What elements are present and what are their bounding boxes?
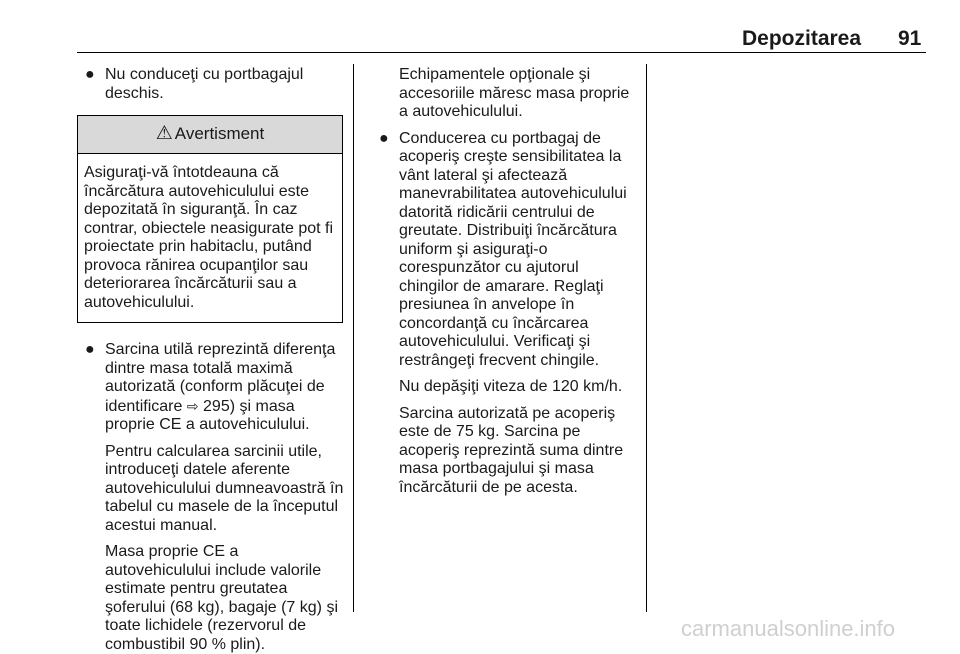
bullet-dot: ● — [85, 341, 95, 358]
bullet-dot: ● — [379, 129, 389, 147]
paragraph: Echipamentele opţionale şi accesoriile măresc masa proprie a autovehiculului. — [399, 66, 630, 120]
warning-text: Asiguraţi-vă întotdeauna că încărcătura autovehiculului este depozitată în siguranţă. În caz contrar, obiectele neasigurate pot fi proiectate prin habitaclu, putând provoca rănirea ocupanţilor sau deteriorarea încărcăturii sau a autovehiculului. — [84, 164, 334, 311]
paragraph: Pentru calcularea sarcinii utile, introduceţi datele aferente autovehiculului dumneavoastră în tabelul cu masele de la începutul acestui manual. — [105, 442, 344, 534]
watermark: carmanualsonline.info — [681, 616, 896, 641]
bullet-item — [77, 66, 345, 103]
bullet-item — [77, 341, 345, 654]
column-2 — [371, 66, 639, 497]
bullet-dot: ● — [85, 66, 95, 83]
bullet-text: Conducerea cu portbagaj de acoperiş creşte sensibilitatea la vânt lateral şi afectează manevrabilitatea autovehiculului datorită ridicării centrului de greutate. Distribuiţi încărcătura uniform şi asiguraţi-o corespunzător cu ajutorul chingilor de amarare. Reglaţi presiunea în anvelope în concordanţă cu încărcarea autovehiculului. Verificaţi şi restrângeţi frecvent chingile. — [399, 129, 627, 369]
paragraph: Sarcina autorizată pe acoperiş este de 75 kg. Sarcina pe acoperiş reprezintă suma dintre masa portbagajului şi masa încărcăturii de pe acesta. — [399, 404, 624, 496]
bullet-text-part2: 295) şi masa proprie CE a autovehiculului. — [105, 397, 310, 433]
paragraph: Nu depăşiţi viteza de 120 km/h. — [399, 378, 623, 395]
page-number: 91 — [898, 27, 922, 50]
bullet-text: Nu conduceţi cu portbagajul deschis. — [105, 66, 304, 102]
warning-box — [77, 115, 343, 323]
page-reference-arrow-icon: ⇨ — [186, 397, 199, 414]
paragraph: Masa proprie CE a autovehiculului include valorile estimate pentru greutatea şoferului (68 kg), bagaje (7 kg) şi toate lichidele (rezervorul de combustibil 90 % plin). — [105, 543, 338, 653]
warning-header — [78, 116, 342, 154]
column-divider-right — [646, 64, 647, 612]
bullet-text-part1: Sarcina utilă reprezintă diferenţa dintre masa totală maximă autorizată (conform plăcuţei de identificare — [105, 341, 336, 415]
warning-triangle-icon: ⚠ — [155, 123, 173, 145]
section-title: Depozitarea — [742, 27, 862, 50]
bullet-item — [371, 130, 639, 498]
column-divider-left — [353, 64, 354, 612]
header-divider — [77, 52, 926, 53]
warning-title: Avertisment — [174, 124, 265, 144]
column-1 — [77, 66, 345, 654]
